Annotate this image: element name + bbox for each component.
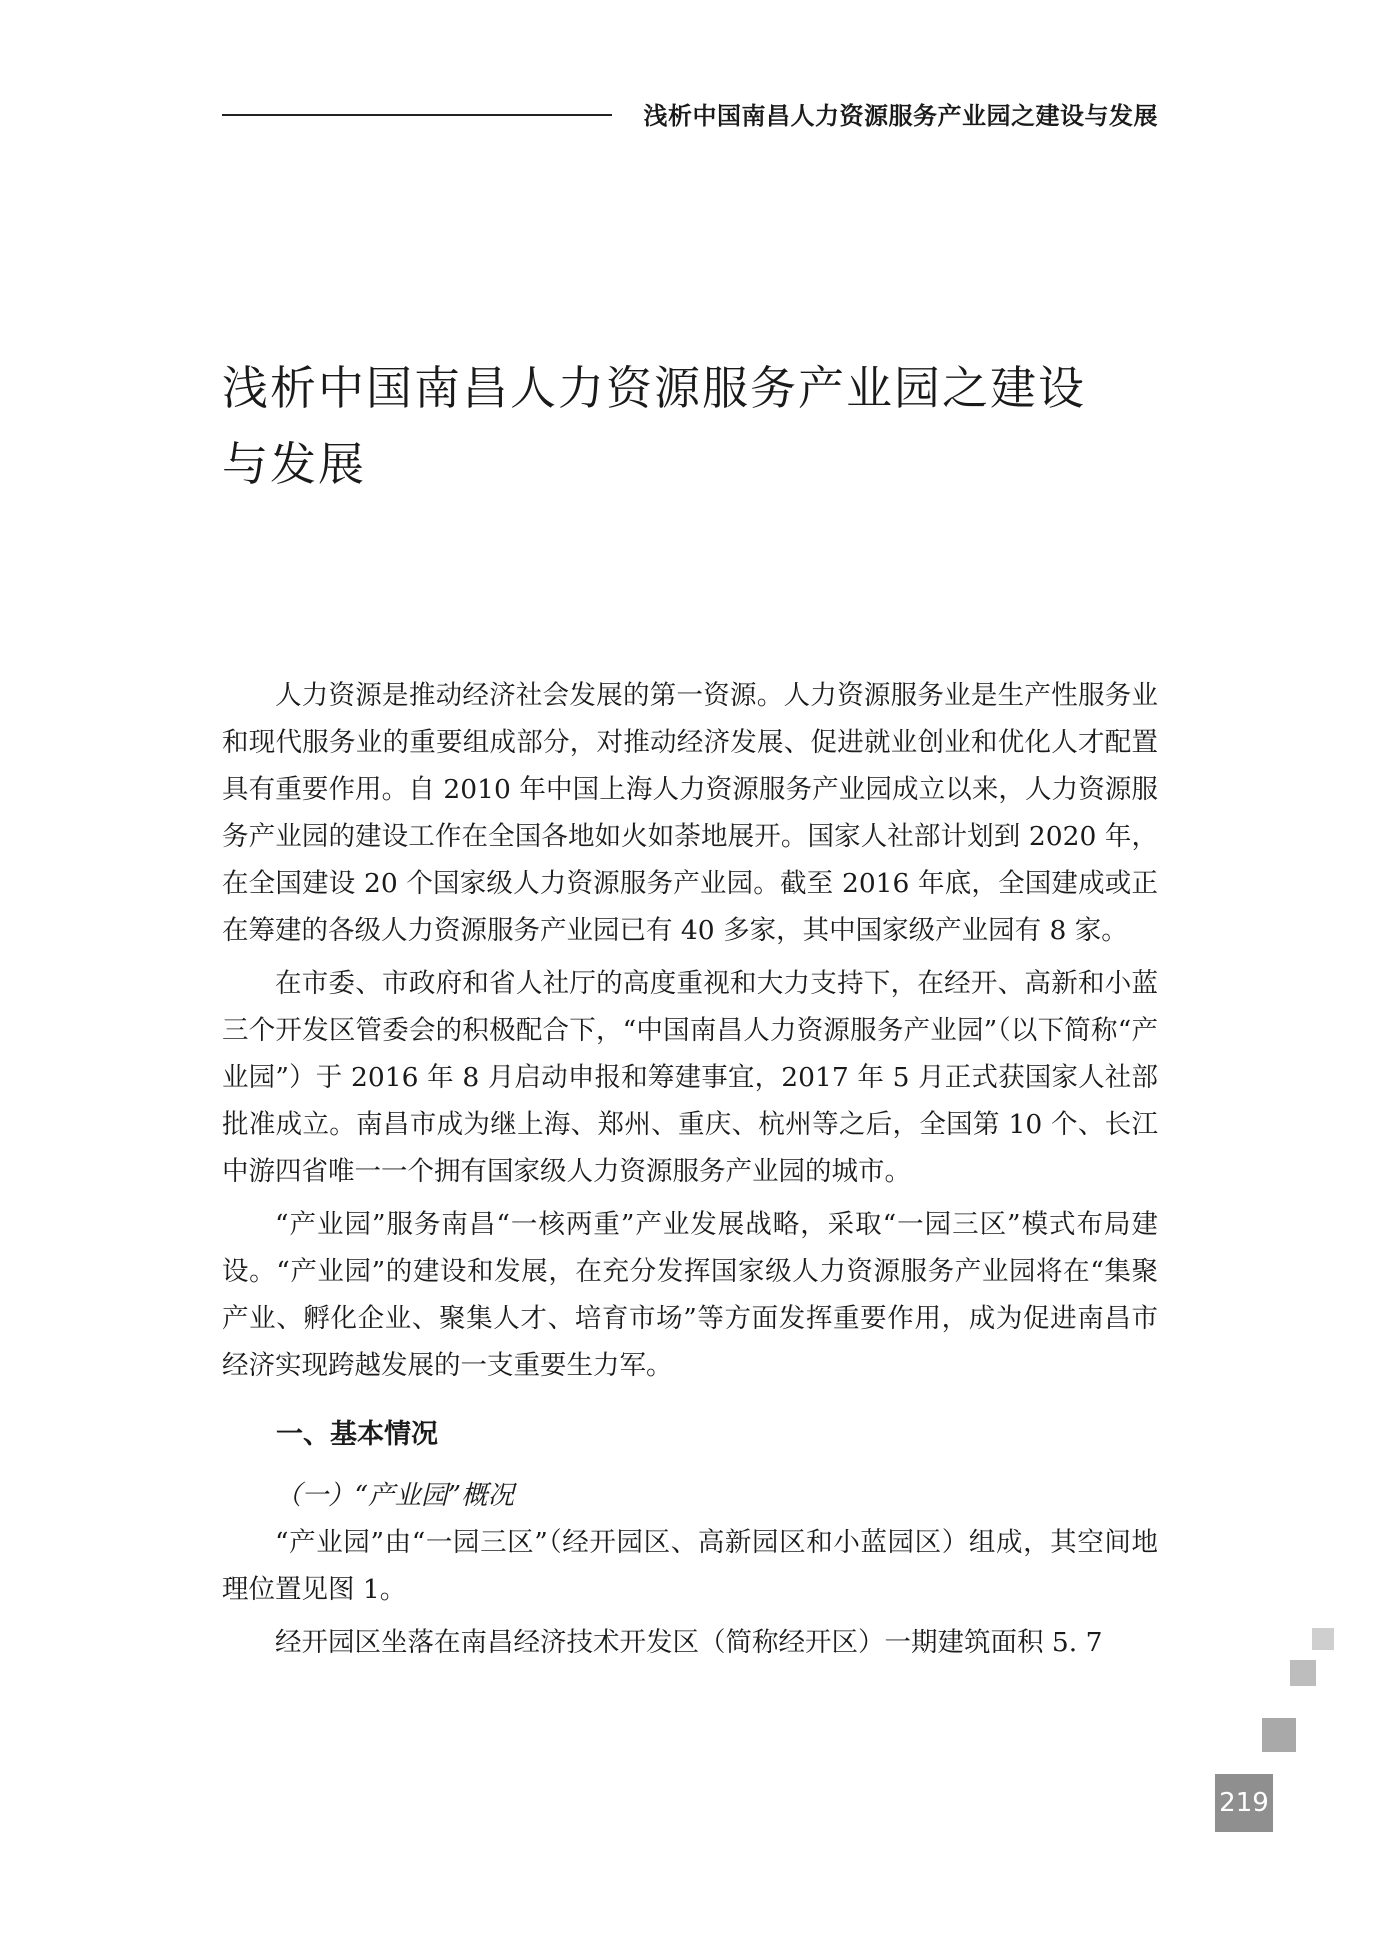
subsection-heading: （一）“产业园”概况 <box>275 1480 515 1511</box>
paragraph-4: “产业园”由“一园三区”（经开园区、高新园区和小蓝园区）组成，其空间地理位置见图 1。 <box>222 1527 1158 1605</box>
decorative-square <box>1290 1660 1316 1686</box>
running-title: 浅析中国南昌人力资源服务产业园之建设与发展 <box>643 102 1158 130</box>
running-header <box>222 96 1158 136</box>
section-heading: 一、基本情况 <box>276 1419 438 1450</box>
decorative-square <box>1312 1628 1334 1650</box>
article-title <box>222 350 1162 502</box>
paragraph-5: 经开园区坐落在南昌经济技术开发区（简称经开区）一期建筑面积 5. 7 <box>275 1627 1103 1658</box>
paragraph-1: 人力资源是推动经济社会发展的第一资源。人力资源服务业是生产性服务业和现代服务业的重要组成部分，对推动经济发展、促进就业创业和优化人才配置具有重要作用。自 2010 年中国上海人力资源服务产业园成立以来，人力资源服务产业园的建设工作在全国各地如火如荼地展开。国家人社部计划到 2020 年，在全国建设 20 个国家级人力资源服务产业园。截至 2016 年底，全国建成或正在筹建的各级人力资源服务产业园已有 40 多家，其中国家级产业园有 8 家。 <box>222 680 1158 946</box>
decorative-square <box>1262 1718 1296 1752</box>
page-number: 219 <box>1215 1774 1273 1832</box>
article-body <box>222 672 1158 1666</box>
title-line-1: 浅析中国南昌人力资源服务产业园之建设 <box>222 361 1086 415</box>
paragraph-2: 在市委、市政府和省人社厅的高度重视和大力支持下，在经开、高新和小蓝三个开发区管委会的积极配合下，“中国南昌人力资源服务产业园”（以下简称“产业园”）于 2016 年 8 月启动申报和筹建事宜，2017 年 5 月正式获国家人社部批准成立。南昌市成为继上海、郑州、重庆、杭州等之后，全国第 10 个、长江中游四省唯一一个拥有国家级人力资源服务产业园的城市。 <box>222 968 1158 1187</box>
paragraph-3: “产业园”服务南昌“一核两重”产业发展战略，采取“一园三区”模式布局建设。“产业园”的建设和发展，在充分发挥国家级人力资源服务产业园将在“集聚产业、孵化企业、聚集人才、培育市场”等方面发挥重要作用，成为促进南昌市经济实现跨越发展的一支重要生力军。 <box>222 1209 1158 1381</box>
title-line-2: 与发展 <box>222 437 366 491</box>
header-rule <box>222 114 612 116</box>
